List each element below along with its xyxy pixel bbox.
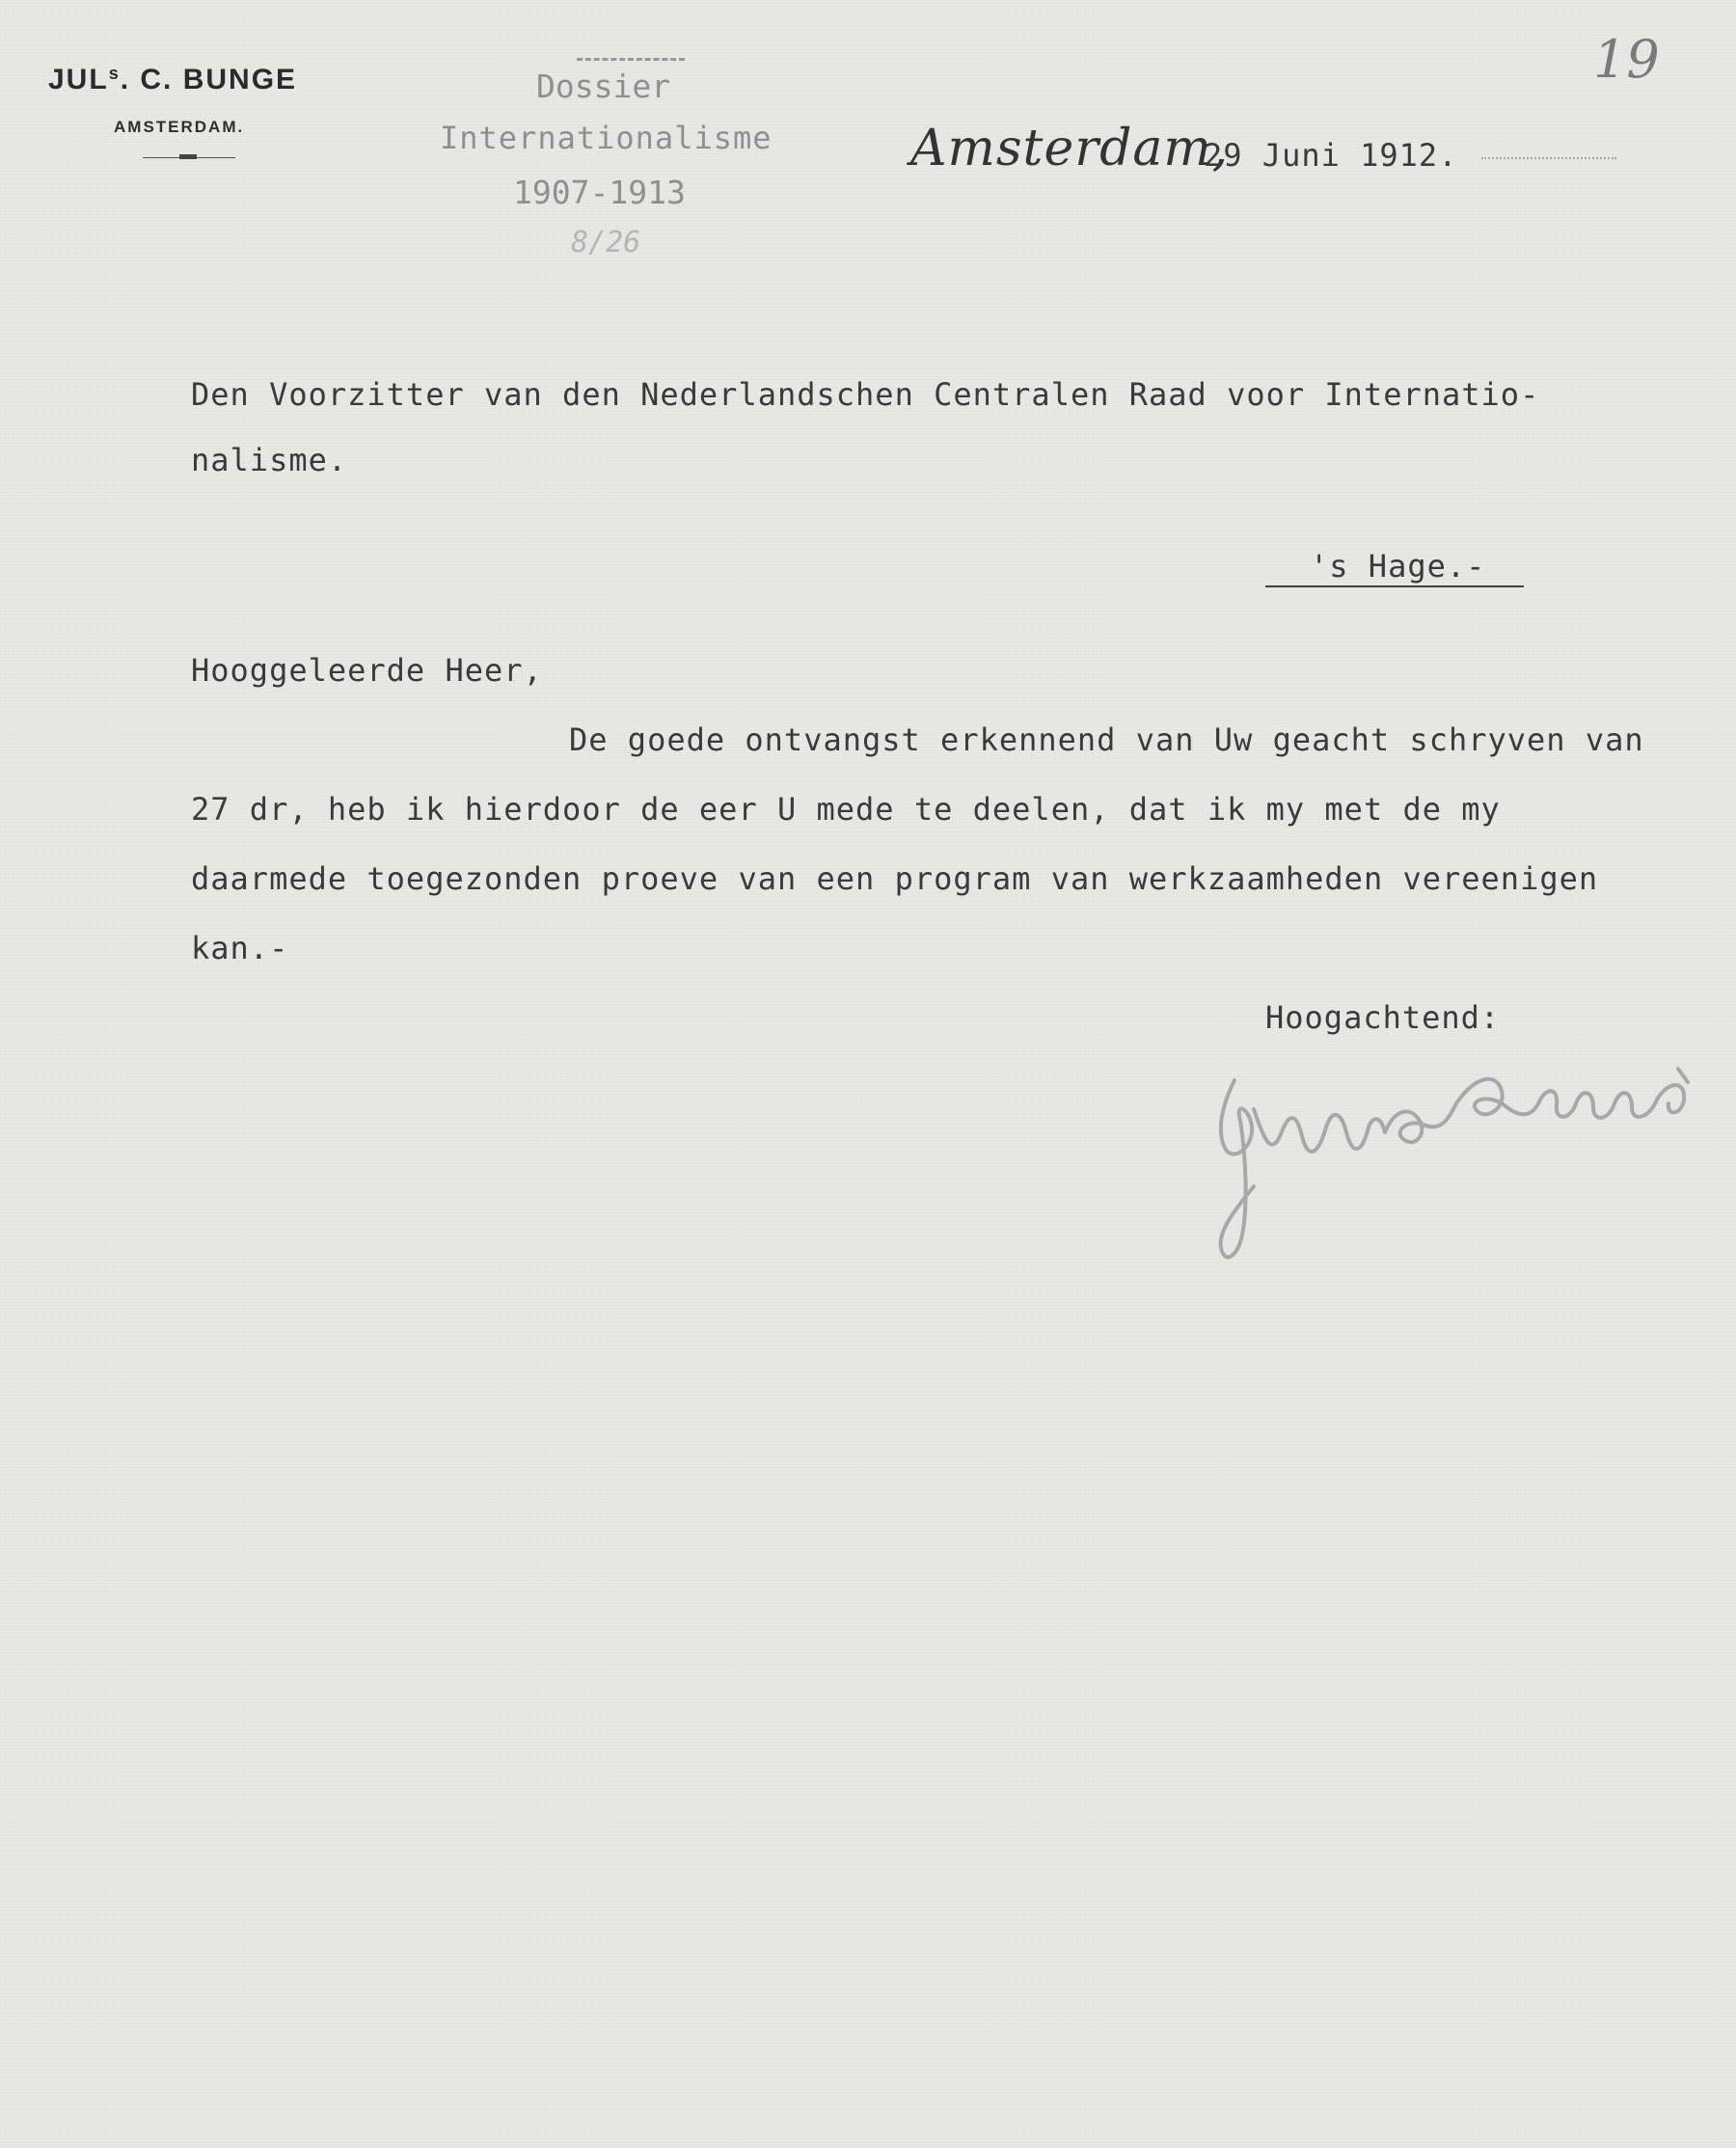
stamp-dash	[577, 58, 685, 61]
dateline-dots	[1481, 157, 1616, 159]
folio-number: 19	[1593, 29, 1660, 90]
letterhead-name-prefix: JUL	[48, 64, 109, 95]
stamp-dossier: Dossier	[536, 68, 671, 105]
address-city: 's Hage.-	[1310, 548, 1486, 585]
address-line-2: nalisme.	[191, 442, 348, 478]
letterhead-name	[48, 64, 297, 96]
stamp-subject: Internationalisme	[440, 120, 773, 156]
letterhead-name-rest: . C. BUNGE	[120, 64, 298, 95]
stamp-reference: 8/26	[571, 226, 641, 259]
address-city-underline	[1265, 585, 1524, 587]
body-line-1: De goede ontvangst erkennend van Uw geacht schryven van	[569, 721, 1644, 758]
body-line-2: 27 dr, heb ik hierdoor de eer U mede te deelen, dat ik my met de my	[191, 791, 1501, 828]
letterhead-ornament	[179, 154, 197, 159]
body-line-3: daarmede toegezonden proeve van een program van werkzaamheden vereenigen	[191, 860, 1599, 897]
salutation: Hooggeleerde Heer,	[191, 652, 543, 689]
letterhead-city: AMSTERDAM.	[114, 118, 245, 136]
dateline-date: 29 Juni 1912.	[1204, 137, 1458, 174]
stamp-years: 1907-1913	[513, 174, 686, 211]
signature	[1196, 1042, 1717, 1292]
letterhead-name-sup: s	[108, 64, 121, 83]
address-line-1: Den Voorzitter van den Nederlandschen Centralen Raad voor Internatio-	[191, 376, 1540, 413]
closing: Hoogachtend:	[1265, 999, 1501, 1036]
body-line-4: kan.-	[191, 930, 289, 966]
dateline-place: Amsterdam,	[910, 120, 1230, 177]
